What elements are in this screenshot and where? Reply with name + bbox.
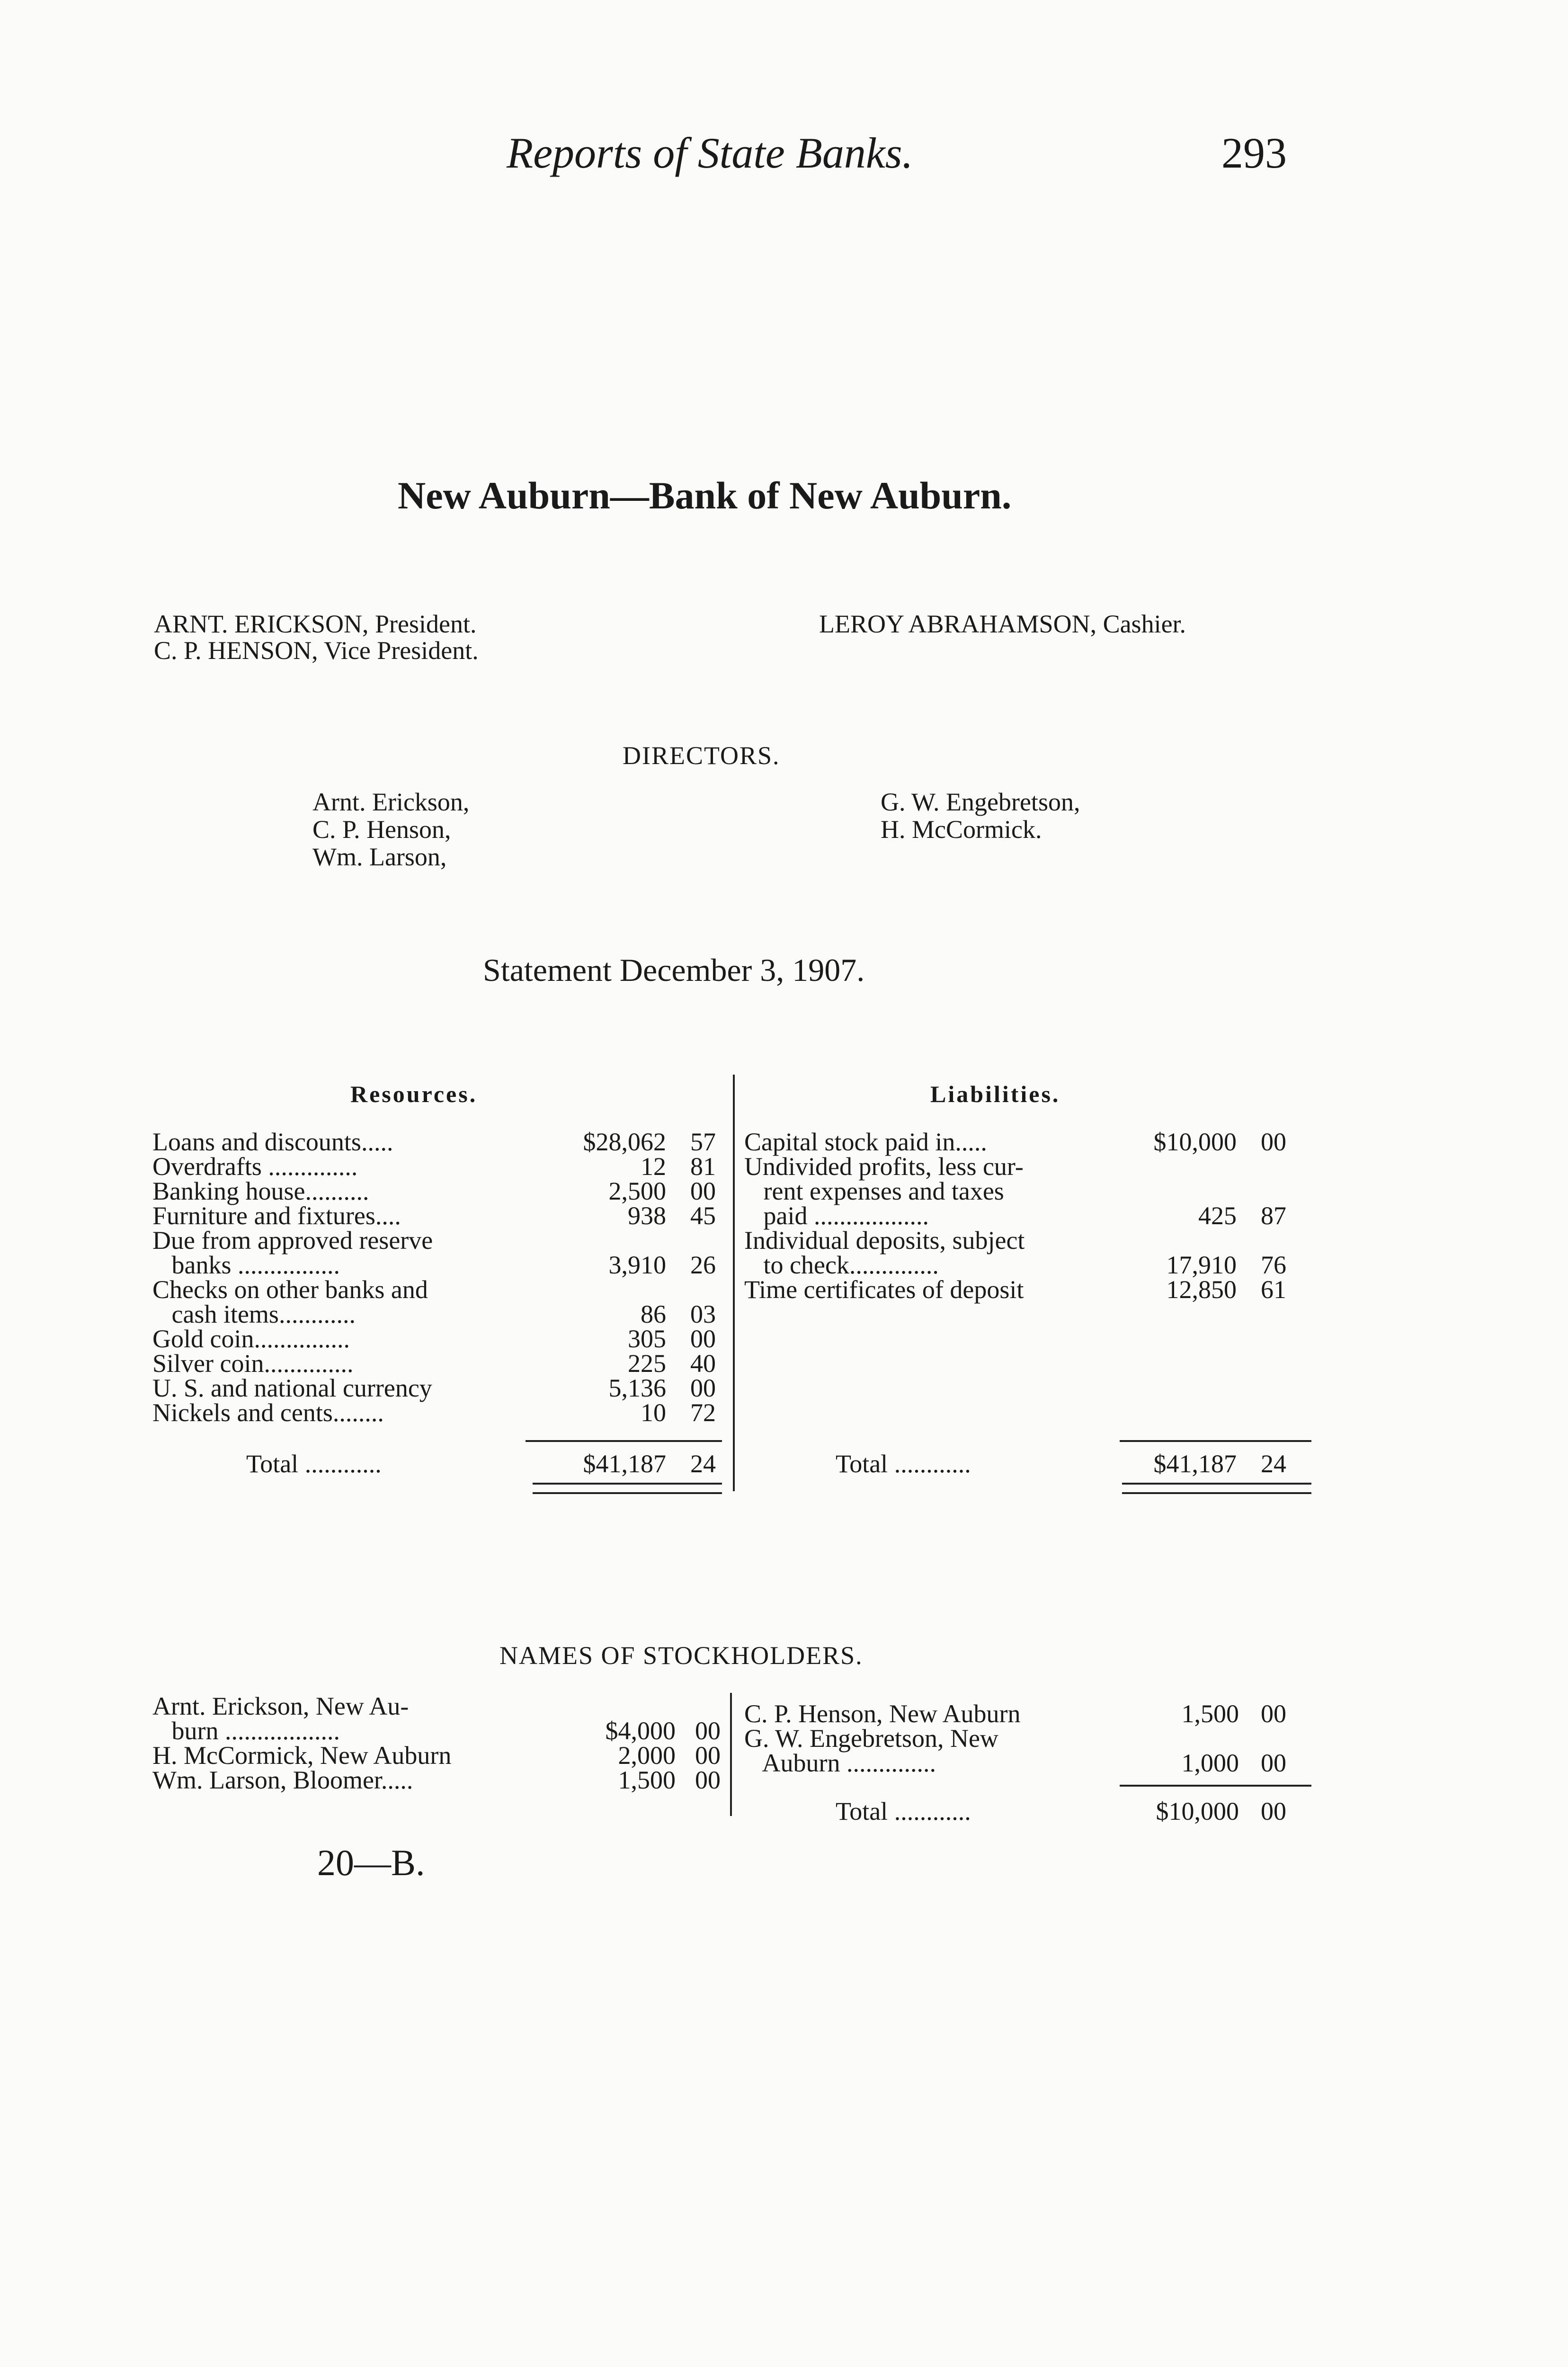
director-name: Wm. Larson,	[312, 843, 447, 871]
table-row: paid .................. 425 87	[744, 1201, 1286, 1230]
table-row: G. W. Engebretson, New	[744, 1724, 998, 1753]
directors-heading: DIRECTORS.	[623, 741, 780, 770]
liabilities-total-dollars: $41,187	[1153, 1450, 1237, 1478]
stockholders-total-rule	[1120, 1785, 1311, 1787]
table-row: Due from approved reserve	[152, 1226, 433, 1255]
liabilities-total-rule	[1120, 1440, 1311, 1442]
directors-right-list	[881, 788, 1080, 843]
table-row: banks ................ 3,910 26	[152, 1251, 716, 1279]
resources-heading: Resources.	[350, 1081, 478, 1107]
table-row: Arnt. Erickson, New Au-	[152, 1692, 409, 1720]
table-row: Banking house.......... 2,500 00	[152, 1177, 716, 1205]
signature-mark: 20—B.	[317, 1842, 425, 1883]
liabilities-heading: Liabilities.	[930, 1081, 1060, 1107]
director-name: H. McCormick.	[881, 815, 1042, 844]
stockholders-divider	[730, 1693, 732, 1816]
table-row: Loans and discounts..... $28,062 57	[152, 1128, 716, 1156]
stockholders-left-table	[152, 1694, 721, 1792]
liabilities-total-cents: 24	[1261, 1450, 1286, 1478]
table-row: Time certificates of deposit 12,850 61	[744, 1275, 1286, 1304]
officer-vice-president: C. P. HENSON, Vice President.	[154, 636, 479, 665]
table-row: burn .................. $4,000 00	[152, 1717, 721, 1745]
page-number: 293	[1221, 129, 1287, 177]
resources-total-rule	[526, 1440, 722, 1442]
table-row: Silver coin.............. 225 40	[152, 1349, 716, 1378]
table-row: Auburn .............. 1,000 00	[744, 1749, 1286, 1777]
table-row: cash items............ 86 03	[152, 1300, 716, 1328]
resources-table	[152, 1130, 721, 1425]
stockholders-total-dollars: $10,000	[1156, 1797, 1239, 1825]
resources-total-label: Total ............	[246, 1450, 382, 1478]
director-name: C. P. Henson,	[312, 815, 451, 844]
stockholders-right-table	[744, 1701, 1312, 1775]
stockholders-total-cents: 00	[1261, 1797, 1286, 1825]
liabilities-total-label: Total ............	[836, 1450, 971, 1478]
stockholders-heading: NAMES OF STOCKHOLDERS.	[499, 1641, 863, 1670]
table-row: Gold coin............... 305 00	[152, 1325, 716, 1353]
table-row: to check.............. 17,910 76	[744, 1251, 1286, 1279]
directors-left-list	[312, 788, 469, 871]
table-row: H. McCormick, New Auburn 2,000 00	[152, 1741, 721, 1770]
table-row: C. P. Henson, New Auburn 1,500 00	[744, 1700, 1286, 1728]
table-row: U. S. and national currency 5,136 00	[152, 1374, 716, 1402]
bank-title: New Auburn—Bank of New Auburn.	[398, 474, 1012, 517]
table-row: Undivided profits, less cur-	[744, 1152, 1024, 1181]
table-row: Furniture and fixtures.... 938 45	[152, 1201, 716, 1230]
column-divider	[733, 1075, 735, 1491]
liabilities-double-rule	[1122, 1483, 1311, 1494]
stockholders-total-label: Total ............	[836, 1797, 971, 1825]
table-row: Individual deposits, subject	[744, 1226, 1025, 1255]
table-row: Capital stock paid in..... $10,000 00	[744, 1128, 1286, 1156]
officer-cashier: LEROY ABRAHAMSON, Cashier.	[819, 610, 1186, 638]
running-header-title: Reports of State Banks.	[507, 129, 913, 177]
table-row: Checks on other banks and	[152, 1275, 428, 1304]
table-row: Nickels and cents........ 10 72	[152, 1398, 716, 1427]
director-name: G. W. Engebretson,	[881, 788, 1080, 816]
resources-total-cents: 24	[690, 1450, 716, 1478]
table-row: Wm. Larson, Bloomer..... 1,500 00	[152, 1766, 721, 1794]
statement-title: Statement December 3, 1907.	[483, 952, 865, 988]
director-name: Arnt. Erickson,	[312, 788, 470, 816]
table-row: rent expenses and taxes	[744, 1177, 1004, 1205]
resources-total-dollars: $41,187	[583, 1450, 666, 1478]
officer-president: ARNT. ERICKSON, President.	[154, 610, 477, 638]
resources-double-rule	[533, 1483, 722, 1494]
table-row: Overdrafts .............. 12 81	[152, 1152, 716, 1181]
liabilities-table	[744, 1130, 1312, 1302]
